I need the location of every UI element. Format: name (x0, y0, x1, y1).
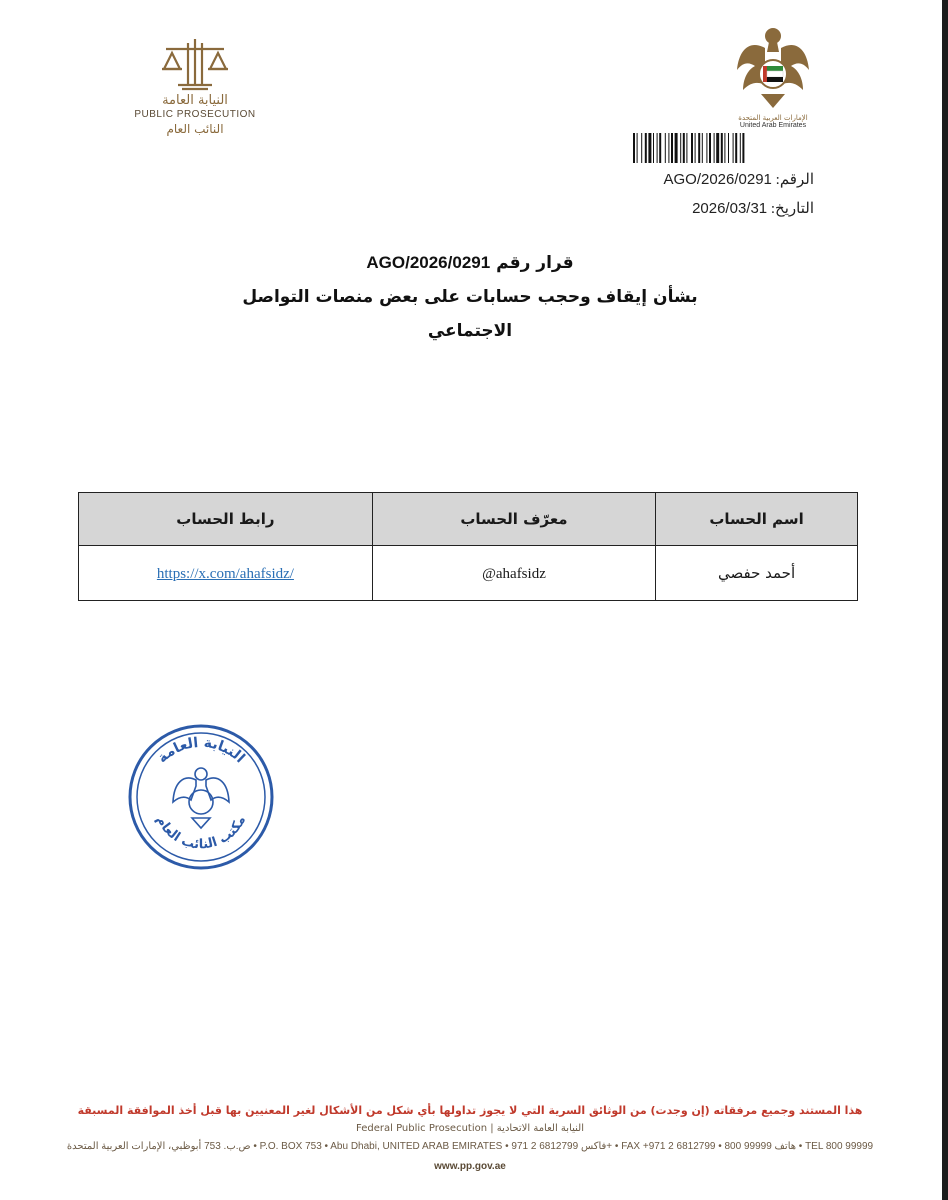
table-row (79, 546, 858, 601)
header-account-handle: معرّف الحساب (372, 493, 655, 546)
logo-arabic-name: النيابة العامة (162, 93, 228, 108)
reference-number-row (663, 170, 814, 189)
stamp-emblem-icon (173, 768, 229, 828)
barcode-bar (728, 133, 729, 163)
public-prosecution-logo (120, 35, 270, 165)
barcode-bar (686, 133, 687, 163)
barcode-bar (740, 133, 741, 163)
barcode-bar (637, 133, 638, 163)
decision-number-line (160, 246, 780, 280)
barcode-bar (724, 133, 725, 163)
scan-edge (942, 0, 948, 1200)
barcode-bar (721, 133, 723, 163)
barcode-bar (742, 133, 744, 163)
emblem-arabic-caption: الإمارات العربية المتحدة (738, 114, 808, 122)
page-footer (60, 1104, 880, 1172)
barcode-bar (641, 133, 642, 163)
barcode-bar (691, 133, 693, 163)
table-header-row (79, 493, 858, 546)
barcode-bar (665, 133, 666, 163)
account-handle: @ahafsidz (482, 565, 546, 582)
decision-subject-line1: بشأن إيقاف وحجب حسابات على بعض منصات التواصل (242, 287, 698, 307)
barcode-bar (668, 133, 669, 163)
header-account-link: رابط الحساب (79, 493, 373, 546)
cell-account-name: أحمد حفصي (656, 546, 858, 601)
barcode-bar (698, 133, 700, 163)
confidentiality-warning: هذا المستند وجميع مرفقاته (إن وجدت) من الوثائق السرية التي لا يجوز تداولها بأي شكل من الأشكال لغير المعنيين بها قبل أخذ الموافقة المسبقة (77, 1104, 863, 1117)
decision-title (160, 246, 780, 348)
barcode-bar (657, 133, 658, 163)
footer-address: ص.ب. 753 أبوظبي، الإمارات العربية المتحدة • P.O. BOX 753 • Abu Dhabi, UNITED ARAB EMIRATES • فاكس 6812799 2 971+ • FAX +971 2 6812799 • هاتف 99999 800 • TEL 800 99999 (66, 1141, 874, 1152)
barcode-bar (648, 133, 651, 163)
barcode-bar (735, 133, 737, 163)
account-link[interactable]: https://x.com/ahafsidz/ (156, 565, 294, 582)
barcode-bar (695, 133, 696, 163)
footer-org-name: Federal Public Prosecution | النيابة العامة الاتحادية (356, 1123, 584, 1134)
header-account-name: اسم الحساب (656, 493, 858, 546)
barcode-bar (709, 133, 711, 163)
barcode-bar (702, 133, 703, 163)
barcode-bar (706, 133, 707, 163)
reference-date-value: 2026/03/31 (692, 200, 768, 217)
decision-label: قرار رقم (496, 253, 574, 273)
decision-number: AGO/2026/0291 (366, 253, 491, 272)
reference-date-label: التاريخ: (770, 201, 814, 217)
reference-number-label: الرقم: (775, 172, 814, 188)
reference-date-row (692, 199, 814, 218)
barcode-bar (680, 133, 681, 163)
barcode-bar (671, 133, 673, 163)
decision-subject-line2: الاجتماعي (427, 321, 513, 341)
barcode-bar (659, 133, 661, 163)
logo-arabic-office: النائب العام (166, 122, 224, 136)
stamp-top-text: النيابة العامة (154, 734, 248, 767)
barcode-bar (645, 133, 647, 163)
logo-english-name: PUBLIC PROSECUTION (134, 109, 256, 120)
barcode-bar (633, 133, 635, 163)
stamp-bottom-text: مكتب النائب العام (152, 813, 250, 853)
document-barcode (633, 133, 813, 163)
official-stamp (126, 722, 276, 872)
barcode-bar (675, 133, 678, 163)
footer-website[interactable]: www.pp.gov.ae (434, 1161, 506, 1172)
uae-emblem (728, 22, 818, 134)
reference-number-value: AGO/2026/0291 (663, 171, 772, 188)
emblem-english-caption: United Arab Emirates (739, 122, 807, 129)
accounts-table (78, 492, 858, 601)
falcon-emblem-icon (733, 22, 813, 114)
barcode-bar (716, 133, 719, 163)
barcode-bar (653, 133, 654, 163)
scales-of-justice-icon (160, 35, 230, 91)
cell-account-handle (372, 546, 655, 601)
cell-account-link (79, 546, 373, 601)
barcode-bar (714, 133, 715, 163)
barcode-bar (683, 133, 685, 163)
barcode-bar (733, 133, 734, 163)
